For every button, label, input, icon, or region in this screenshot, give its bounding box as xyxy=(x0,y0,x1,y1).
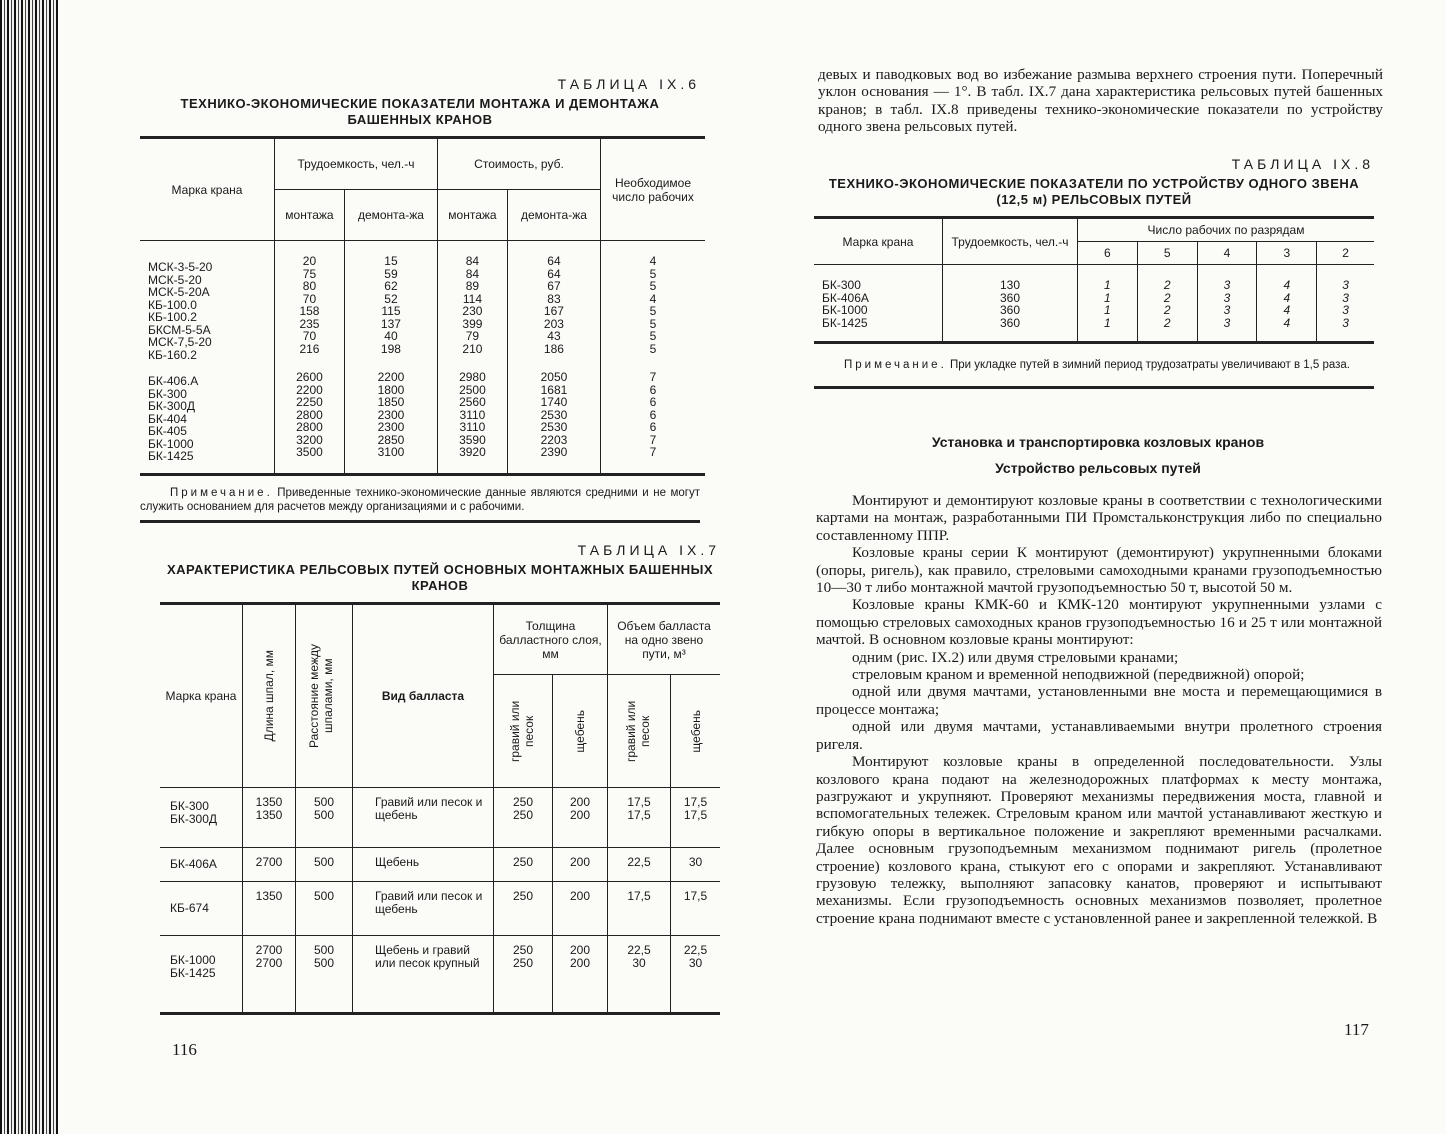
table7-header-thickness-gravel: гравий или песок xyxy=(494,675,553,788)
page-number-left: 116 xyxy=(172,1040,197,1059)
table6-note-label: Примечание. xyxy=(170,486,273,499)
table7-cell: 2700 2700 xyxy=(243,936,296,1014)
table8-cell: 3 3 3 3 xyxy=(1317,265,1374,343)
table7-cell: БК-300 БК-300Д xyxy=(160,788,243,848)
page-number-right: 117 xyxy=(1344,1020,1369,1039)
table7 xyxy=(160,602,720,1015)
table7-cell: Щебень и гравий или песок крупный xyxy=(353,936,494,1014)
table6-cell: БК-406.А БК-300 БК-300Д БК-404 БК-405 БК-1000 БК-1425 xyxy=(148,374,199,463)
table8-title: ТЕХНИКО-ЭКОНОМИЧЕСКИЕ ПОКАЗАТЕЛИ ПО УСТРОЙСТВУ ОДНОГО ЗВЕНА (12,5 м) РЕЛЬСОВЫХ ПУТЕЙ xyxy=(828,176,1360,207)
left-page xyxy=(140,0,720,1134)
right-page xyxy=(808,0,1388,1134)
table7-cell: 500 xyxy=(296,882,353,936)
table6-block xyxy=(140,76,700,523)
paragraph: Козловые краны серии К монтируют (демонтируют) укрупненными блоками (опоры, ригель), как правило, стреловыми самоходными кранами грузоподъемностью 10—30 т либо монтажной мачтой грузоподъемностью 50 т, высотой 50 м. xyxy=(816,544,1382,597)
body-text xyxy=(816,492,1382,927)
table-row xyxy=(140,361,705,474)
table8-cell: 1 1 1 1 xyxy=(1078,265,1138,343)
table8-header-workers: Число рабочих по разрядам xyxy=(1078,218,1375,242)
paragraph: Монтируют и демонтируют козловые краны в соответствии с технологическими картами на монтаж, разработанными ПИ Промстальконструкция либо по специально составленному ППР. xyxy=(816,492,1382,544)
table8-cell: 130 360 360 360 xyxy=(943,265,1078,343)
table8-header-grade: 4 xyxy=(1197,242,1257,265)
table6-cell: 7 6 6 6 6 7 7 xyxy=(601,361,706,474)
table6-header-labor-dismount: демонта-жа xyxy=(344,190,437,241)
book-binding xyxy=(0,0,58,1134)
table8-note-text: При укладке путей в зимний период трудозатраты увеличивают в 1,5 раза. xyxy=(946,359,1350,371)
table-row xyxy=(160,882,720,936)
table7-cell: 17,5 xyxy=(671,882,721,936)
table7-cell: 500 500 xyxy=(296,788,353,848)
table6-cell: 84 84 89 114 230 399 79 210 xyxy=(437,241,507,362)
table7-cell: 22,5 30 xyxy=(608,936,671,1014)
table6-cell: 15 59 62 52 115 137 40 198 xyxy=(344,241,437,362)
table8-note xyxy=(814,358,1374,372)
section-heading: Установка и транспортировка козловых кранов xyxy=(931,434,1265,450)
table8-header-brand: Марка крана xyxy=(814,218,943,265)
table7-header-volume: Объем балласта на одно звено пути, м³ xyxy=(608,604,721,675)
table6-cell: 2200 1800 1850 2300 2300 2850 3100 xyxy=(344,361,437,474)
table8-header-grade: 2 xyxy=(1317,242,1374,265)
table8-header-grade: 5 xyxy=(1137,242,1197,265)
table8-header-grade: 3 xyxy=(1257,242,1317,265)
table6-note xyxy=(140,486,700,514)
table8-cell: 3 3 3 3 xyxy=(1197,265,1257,343)
table7-cell: 200 200 xyxy=(553,936,608,1014)
table7-cell: Гравий или песок и щебень xyxy=(353,788,494,848)
table7-cell: 500 500 xyxy=(296,936,353,1014)
table7-cell: 200 200 xyxy=(553,788,608,848)
table6-title: ТЕХНИКО-ЭКОНОМИЧЕСКИЕ ПОКАЗАТЕЛИ МОНТАЖА И ДЕМОНТАЖА БАШЕННЫХ КРАНОВ xyxy=(180,96,660,127)
table7-cell: 30 xyxy=(671,848,721,882)
table6-header-cost-mount: монтажа xyxy=(437,190,507,241)
table7-cell: КБ-674 xyxy=(160,882,243,936)
table7-cell: 250 250 xyxy=(494,788,553,848)
paragraph: одной или двумя мачтами, установленными вне моста и перемещающимися в процессе монтажа; xyxy=(816,683,1382,718)
table6-cell: 2600 2200 2250 2800 2800 3200 3500 xyxy=(275,361,345,474)
table6-header-labor: Трудоемкость, чел.-ч xyxy=(275,138,438,190)
divider xyxy=(814,386,1374,389)
intro-text: девых и паводковых вод во избежание размыва верхнего строения пути. Поперечный уклон основания — 1°. В табл. IX.7 дана характеристика рельсовых путей башенных кранов; в табл. IX.8 приведены технико-экономические показатели по устройству одного звена рельсовых путей. xyxy=(818,66,1383,136)
table7-cell: Щебень xyxy=(353,848,494,882)
table6-cell: 4 5 5 4 5 5 5 5 xyxy=(601,241,706,362)
paragraph: Козловые краны КМК-60 и КМК-120 монтируют укрупненными узлами с помощью стреловых самоходных кранов грузоподъемностью 16 и 25 т или монтажной мачтой. В основном козловые краны монтируют: xyxy=(816,596,1382,649)
table6-header-cost-dismount: демонта-жа xyxy=(507,190,600,241)
table6-cell: 2980 2500 2560 3110 3110 3590 3920 xyxy=(437,361,507,474)
table7-cell: 200 xyxy=(553,848,608,882)
table7-header-thickness: Толщина балластного слоя, мм xyxy=(494,604,608,675)
paragraph: стреловым краном и временной неподвижной (передвижной) опорой; xyxy=(852,666,1305,684)
table7-label: ТАБЛИЦА IX.7 xyxy=(577,542,720,558)
paragraph: одним (рис. IX.2) или двумя стреловыми кранами; xyxy=(852,648,1179,666)
table8-block xyxy=(814,156,1374,389)
table8-cell: 4 4 4 4 xyxy=(1257,265,1317,343)
table7-cell: 1350 xyxy=(243,882,296,936)
table7-block xyxy=(160,542,720,1015)
table7-header-brand: Марка крана xyxy=(160,604,243,788)
table-row xyxy=(814,265,1374,343)
table8-header-labor: Трудоемкость, чел.-ч xyxy=(943,218,1078,265)
table8-cell: 2 2 2 2 xyxy=(1137,265,1197,343)
table7-cell: 17,5 17,5 xyxy=(608,788,671,848)
table7-title: ХАРАКТЕРИСТИКА РЕЛЬСОВЫХ ПУТЕЙ ОСНОВНЫХ МОНТАЖНЫХ БАШЕННЫХ КРАНОВ xyxy=(166,562,714,593)
table7-cell: 250 xyxy=(494,882,553,936)
table-row xyxy=(160,848,720,882)
table8 xyxy=(814,216,1374,344)
table7-header-thickness-crushed: щебень xyxy=(553,675,608,788)
divider xyxy=(140,520,700,523)
table7-header-sleeper-length: Длина шпал, мм xyxy=(243,604,296,788)
table6-header-labor-mount: монтажа xyxy=(275,190,345,241)
table6-note-text: Приведенные технико-экономические данные являются средними и не могут служить основанием для расчетов между организациями и с рабочими. xyxy=(140,486,700,513)
table7-header-ballast: Вид балласта xyxy=(353,604,494,788)
paragraph: одной или двумя мачтами, устанавливаемыми внутри пролетного строения ригеля. xyxy=(816,718,1382,753)
table-row xyxy=(140,241,705,362)
table6 xyxy=(140,136,705,476)
subsection-heading: Устройство рельсовых путей xyxy=(995,460,1201,476)
table7-cell: 1350 1350 xyxy=(243,788,296,848)
table6-cell: МСК-3-5-20 МСК-5-20 МСК-5-20А КБ-100.0 КБ-100.2 БКСМ-5-5А МСК-7,5-20 КБ-160.2 xyxy=(148,260,213,362)
table7-cell: БК-406А xyxy=(160,848,243,882)
table7-header-volume-gravel: гравий или песок xyxy=(608,675,671,788)
table7-cell: 22,5 xyxy=(608,848,671,882)
table7-header-distance: Расстояние между шпалами, мм xyxy=(296,604,353,788)
table7-cell: БК-1000 БК-1425 xyxy=(160,936,243,1014)
table6-cell: 2050 1681 1740 2530 2530 2203 2390 xyxy=(507,361,600,474)
table7-cell: 250 xyxy=(494,848,553,882)
table7-header-volume-crushed: щебень xyxy=(671,675,721,788)
table7-cell: 22,5 30 xyxy=(671,936,721,1014)
table7-cell: 2700 xyxy=(243,848,296,882)
table7-cell: 17,5 17,5 xyxy=(671,788,721,848)
table6-header-cost: Стоимость, руб. xyxy=(437,138,600,190)
table8-cell: БК-300 БК-406А БК-1000 БК-1425 xyxy=(822,278,869,330)
paragraph: Монтируют козловые краны в определенной последовательности. Узлы козлового крана подают на железнодорожных платформах к месту монтажа, разгружают и укрупняют. Проверяют механизмы передвижения моста, главной и вспомогательных тележек. Стреловым краном или мачтой устанавливают жесткую и гибкую опоры в вертикальное положение и закрепляют временными расчалками. Далее основным грузоподъемным механизмом поднимают ригель (пролетное строение) козлового крана, стыкуют его с опорами и закрепляют. Устанавливают грузовую тележку, выполняют запасовку канатов, проверяют и испытывают механизмы. Если грузоподъемность основных механизмов позволяет, пролетное строение крана поднимают вместе с установленной ранее и закрепленной тележкой. В xyxy=(816,753,1382,927)
table6-header-brand: Марка крана xyxy=(140,138,275,241)
table8-note-label: Примечание. xyxy=(844,359,947,371)
table7-cell: 17,5 xyxy=(608,882,671,936)
table8-header-grade: 6 xyxy=(1078,242,1138,265)
table7-cell: 500 xyxy=(296,848,353,882)
table6-cell: 20 75 80 70 158 235 70 216 xyxy=(275,241,345,362)
table8-label: ТАБЛИЦА IX.8 xyxy=(1231,156,1374,172)
table6-cell: 64 64 67 83 167 203 43 186 xyxy=(507,241,600,362)
table6-header-workers: Необходимое число рабочих xyxy=(601,138,706,241)
table6-label: ТАБЛИЦА IX.6 xyxy=(557,76,700,92)
table-row xyxy=(160,788,720,848)
table-row xyxy=(160,936,720,1014)
table7-cell: 200 xyxy=(553,882,608,936)
table7-cell: 250 250 xyxy=(494,936,553,1014)
table7-cell: Гравий или песок и щебень xyxy=(353,882,494,936)
